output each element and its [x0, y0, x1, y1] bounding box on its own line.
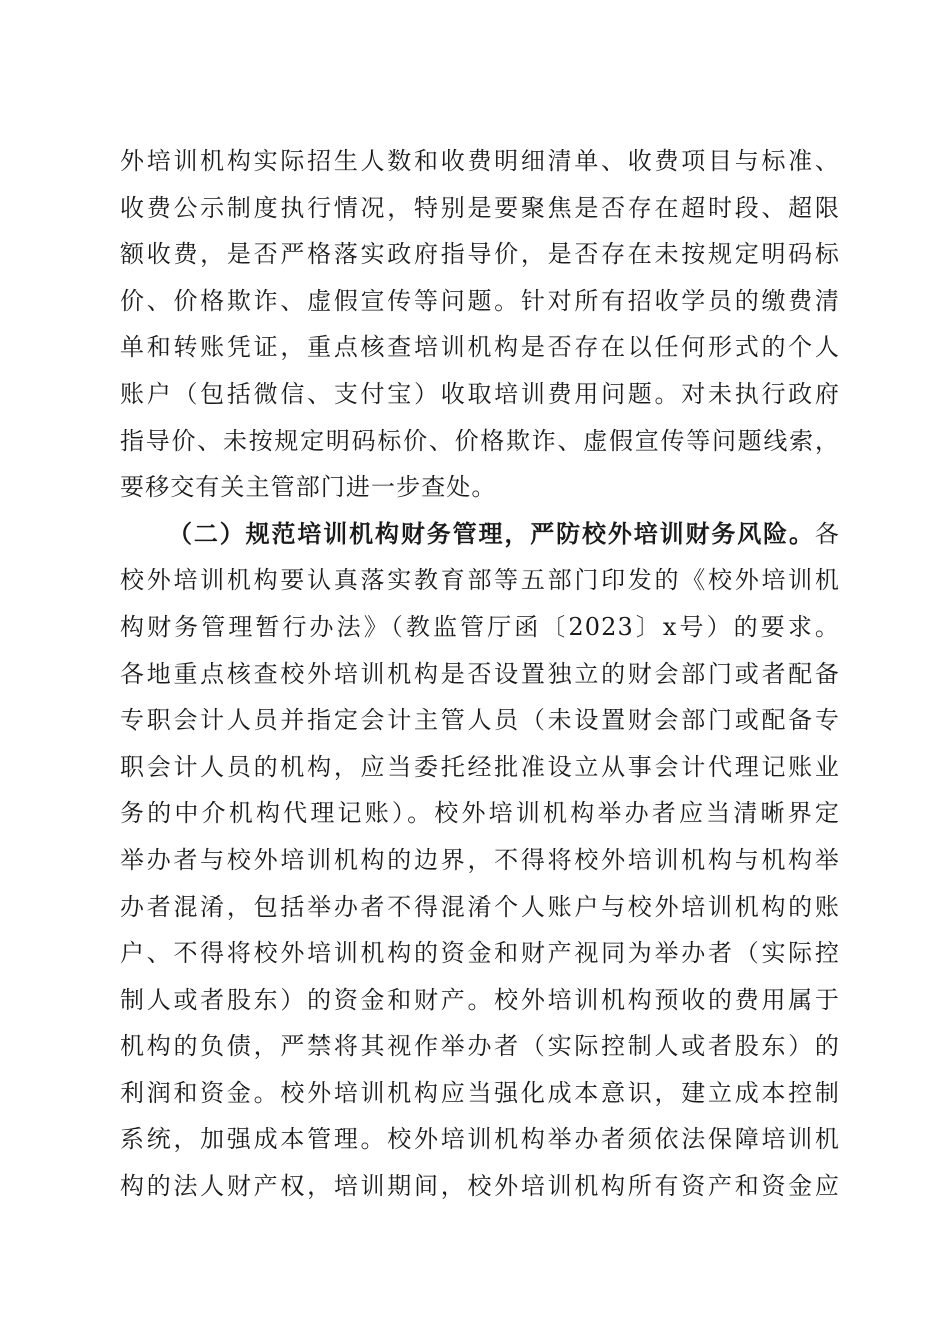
text-line: 举办者与校外培训机构的边界，不得将校外培训机构与机构举 [120, 845, 840, 874]
text-line: 校外培训机构要认真落实教育部等五部门印发的《校外培训机 [120, 566, 840, 595]
text-line: 要移交有关主管部门进一步查处。 [120, 473, 497, 502]
section-heading-line [120, 511, 840, 558]
text-line: 构财务管理暂行办法》（教监管厅函〔2023〕x号）的要求。 [120, 612, 840, 641]
text-line: 账户（包括微信、支付宝）收取培训费用问题。对未执行政府 [120, 379, 840, 408]
text-line: 指导价、未按规定明码标价、价格欺诈、虚假宣传等问题线索， [120, 426, 840, 455]
text-line: 构的法人财产权，培训期间，校外培训机构所有资产和资金应 [120, 1172, 840, 1201]
text-line: 各地重点核查校外培训机构是否设置独立的财会部门或者配备 [120, 659, 840, 688]
text-line: 利润和资金。校外培训机构应当强化成本意识，建立成本控制 [120, 1078, 840, 1107]
text-line: 系统，加强成本管理。校外培训机构举办者须依法保障培训机 [120, 1125, 840, 1154]
text-line: 外培训机构实际招生人数和收费明细清单、收费项目与标准、 [120, 147, 840, 175]
text-line: 办者混淆，包括举办者不得混淆个人账户与校外培训机构的账 [120, 892, 840, 921]
text-line: 制人或者股东）的资金和财产。校外培训机构预收的费用属于 [120, 985, 840, 1014]
text-line: 收费公示制度执行情况，特别是要聚焦是否存在超时段、超限 [120, 193, 840, 222]
document-body [120, 138, 840, 1210]
text-line: 专职会计人员并指定会计主管人员（未设置财会部门或配备专 [120, 706, 840, 735]
text-line: 职会计人员的机构，应当委托经批准设立从事会计代理记账业 [120, 752, 840, 781]
section-heading-tail: 各 [814, 519, 840, 548]
text-line: 务的中介机构代理记账）。校外培训机构举办者应当清晰界定 [120, 799, 840, 828]
text-line: 价、价格欺诈、虚假宣传等问题。针对所有招收学员的缴费清 [120, 286, 840, 315]
section-heading: （二）规范培训机构财务管理，严防校外培训财务风险。 [168, 518, 815, 548]
text-line: 额收费，是否严格落实政府指导价，是否存在未按规定明码标 [120, 240, 840, 269]
text-line: 户、不得将校外培训机构的资金和财产视同为举办者（实际控 [120, 939, 840, 968]
text-line: 机构的负债，严禁将其视作举办者（实际控制人或者股东）的 [120, 1032, 840, 1061]
text-line: 单和转账凭证，重点核查培训机构是否存在以任何形式的个人 [120, 333, 840, 362]
